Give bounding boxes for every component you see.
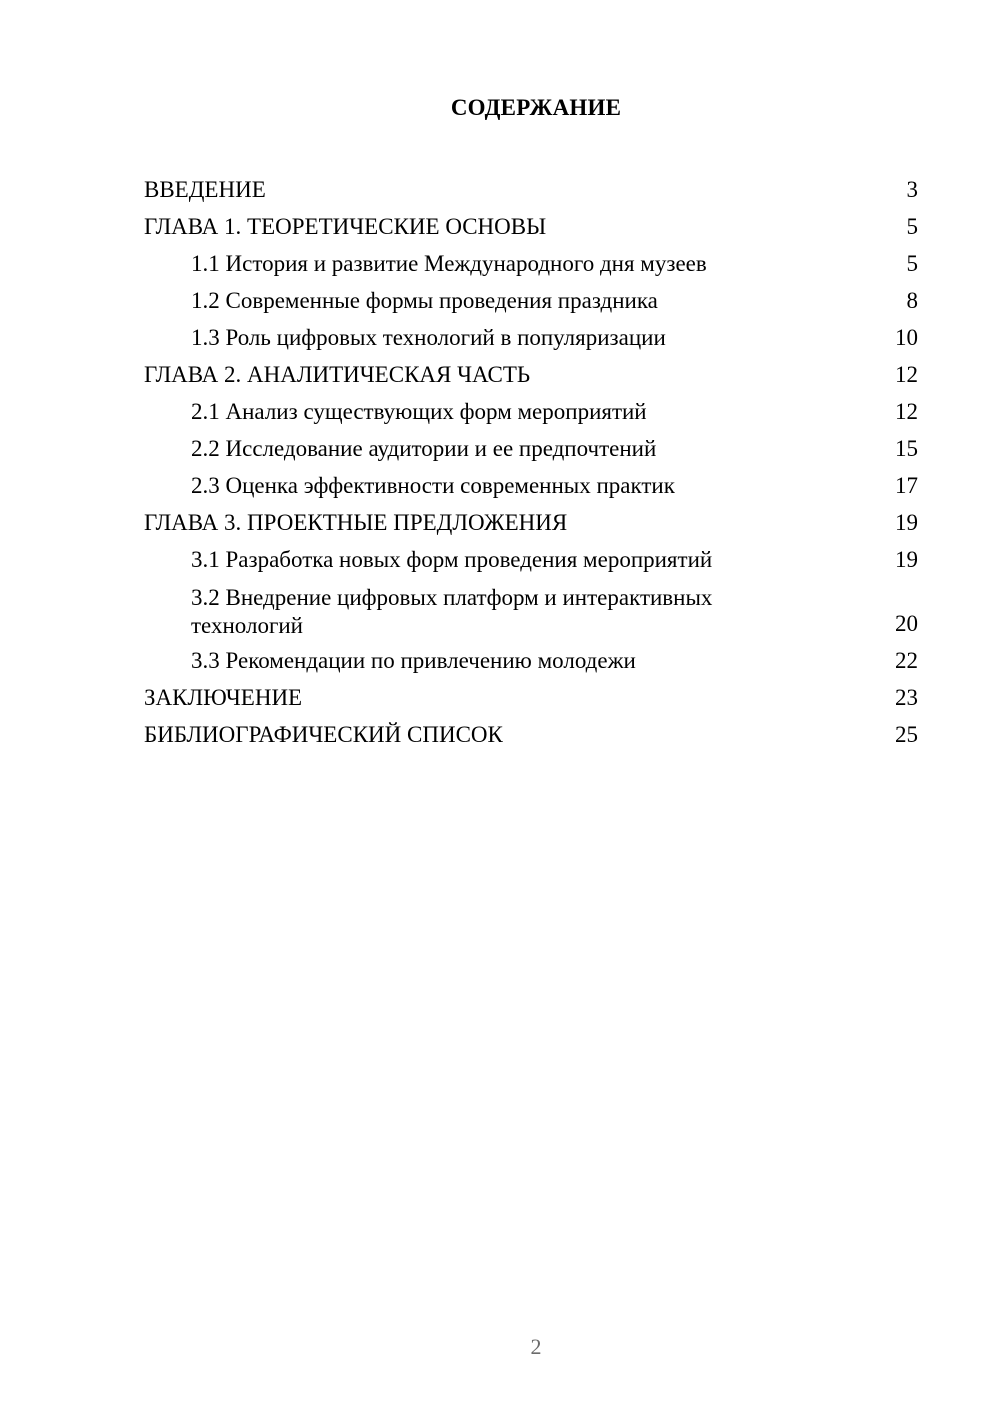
toc-entry-page: 3 xyxy=(906,177,918,202)
toc-entry-introduction[interactable] xyxy=(144,169,918,206)
toc-entry-label: ГЛАВА 1. ТЕОРЕТИЧЕСКИЕ ОСНОВЫ xyxy=(144,214,547,239)
toc-entry-label: 1.1 История и развитие Международного дня музеев xyxy=(191,251,707,276)
toc-entry-section-1-1[interactable] xyxy=(144,243,918,280)
toc-entry-page: 25 xyxy=(895,722,918,747)
toc-entry-label: ЗАКЛЮЧЕНИЕ xyxy=(144,685,303,710)
toc-entry-section-1-2[interactable] xyxy=(144,280,918,317)
table-of-contents xyxy=(144,169,918,751)
toc-entry-page: 15 xyxy=(895,436,918,461)
toc-entry-label: 1.2 Современные формы проведения праздника xyxy=(191,288,658,313)
toc-entry-section-2-2[interactable] xyxy=(144,428,918,465)
page-number: 2 xyxy=(530,1334,542,1359)
toc-entry-section-3-3[interactable] xyxy=(144,640,918,677)
toc-entry-label: 2.3 Оценка эффективности современных практик xyxy=(191,473,675,498)
toc-title: СОДЕРЖАНИЕ xyxy=(450,95,622,120)
toc-entry-page: 22 xyxy=(895,648,918,673)
toc-entry-label: 2.1 Анализ существующих форм мероприятий xyxy=(191,399,647,424)
toc-entry-section-3-1[interactable] xyxy=(144,539,918,576)
toc-entry-page: 8 xyxy=(906,288,918,313)
toc-entry-page: 5 xyxy=(906,251,918,276)
toc-entry-page: 17 xyxy=(895,473,918,498)
toc-entry-section-2-1[interactable] xyxy=(144,391,918,428)
toc-entry-label: ГЛАВА 2. АНАЛИТИЧЕСКАЯ ЧАСТЬ xyxy=(144,362,531,387)
toc-entry-chapter-1[interactable] xyxy=(144,206,918,243)
toc-entry-page: 5 xyxy=(906,214,918,239)
toc-entry-bibliography[interactable] xyxy=(144,714,918,751)
toc-entry-label: БИБЛИОГРАФИЧЕСКИЙ СПИСОК xyxy=(144,722,503,747)
toc-entry-chapter-3[interactable] xyxy=(144,502,918,539)
toc-entry-page: 19 xyxy=(895,547,918,572)
toc-entry-label: 2.2 Исследование аудитории и ее предпочтений xyxy=(191,436,657,461)
toc-entry-conclusion[interactable] xyxy=(144,677,918,714)
toc-entry-page: 12 xyxy=(895,399,918,424)
toc-entry-label: 3.3 Рекомендации по привлечению молодежи xyxy=(191,648,636,673)
toc-entry-page: 19 xyxy=(895,510,918,535)
toc-entry-section-3-2[interactable] xyxy=(144,576,918,640)
toc-entry-label: ВВЕДЕНИЕ xyxy=(144,177,266,202)
toc-entry-page: 23 xyxy=(895,685,918,710)
toc-entry-page: 12 xyxy=(895,362,918,387)
toc-entry-label: 3.2 Внедрение цифровых платформ и интерактивных технологий xyxy=(191,585,713,638)
toc-entry-label: 1.3 Роль цифровых технологий в популяризации xyxy=(191,325,666,350)
toc-entry-page: 20 xyxy=(895,611,918,636)
toc-entry-label: ГЛАВА 3. ПРОЕКТНЫЕ ПРЕДЛОЖЕНИЯ xyxy=(144,510,568,535)
toc-entry-section-1-3[interactable] xyxy=(144,317,918,354)
toc-entry-page: 10 xyxy=(895,325,918,350)
toc-entry-section-2-3[interactable] xyxy=(144,465,918,502)
toc-entry-chapter-2[interactable] xyxy=(144,354,918,391)
toc-entry-label: 3.1 Разработка новых форм проведения мероприятий xyxy=(191,547,713,572)
